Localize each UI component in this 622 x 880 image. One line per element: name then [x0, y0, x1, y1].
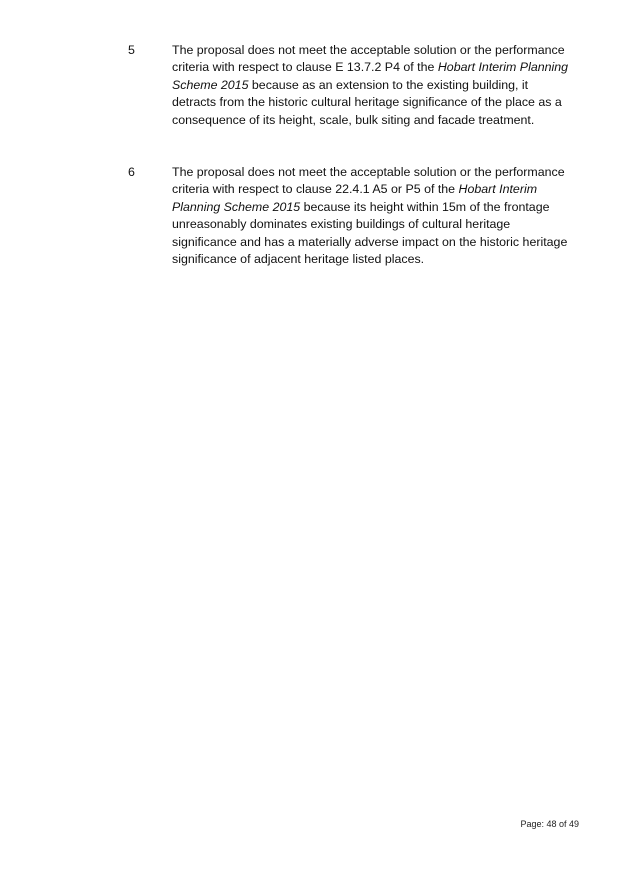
reason-number: 5	[128, 43, 135, 57]
reason-text-start: The proposal does not meet the acceptable solution or the performance criteria with respect to clause E 13.7.2 P4 of the	[172, 43, 565, 75]
page-number-footer: Page: 48 of 49	[520, 819, 579, 829]
reason-text	[172, 164, 572, 268]
reason-number: 6	[128, 165, 135, 179]
reason-text-end: because as an extension to the existing building, it detracts from the historic cultural heritage significance of the place as a consequence of its height, scale, bulk siting and facade treatment.	[172, 77, 562, 127]
reason-text	[172, 42, 572, 129]
scheme-title: Hobart Interim Planning Scheme 2015	[172, 182, 538, 214]
reason-text-end: because its height within 15m of the frontage unreasonably dominates existing buildings of cultural heritage significance and has a materially adverse impact on the historic heritage significance of adjacent heritage listed places.	[172, 199, 568, 267]
scheme-title: Hobart Interim Planning Scheme 2015	[172, 60, 569, 92]
reason-text-start: The proposal does not meet the acceptable solution or the performance criteria with respect to clause 22.4.1 A5 or P5 of the	[172, 165, 565, 197]
